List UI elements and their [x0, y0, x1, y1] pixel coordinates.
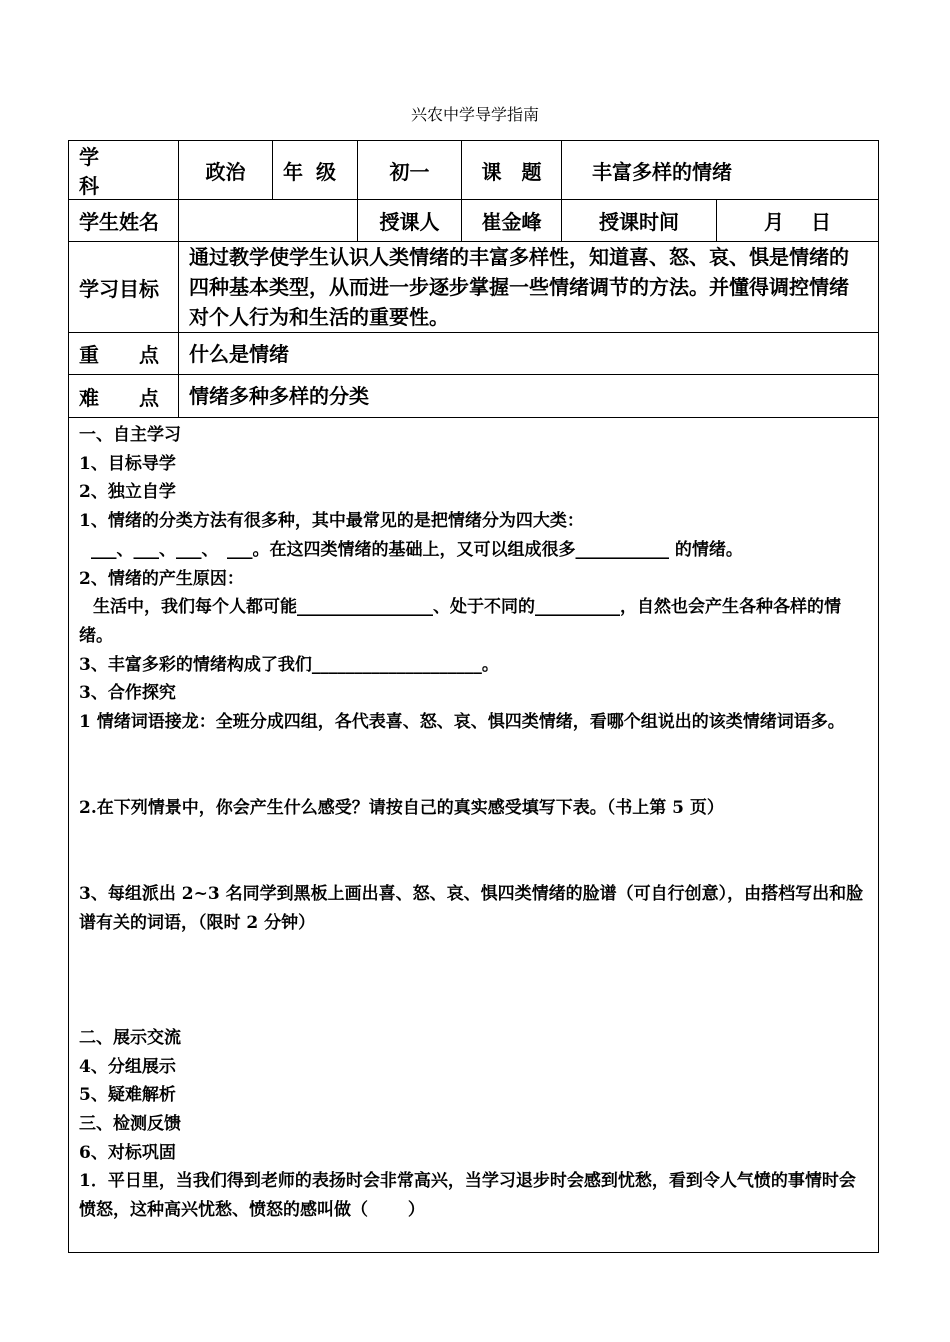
section-feedback: 三、检测反馈	[79, 1113, 181, 1134]
grade-value: 初一	[358, 141, 462, 200]
cooperate-3: 3、每组派出 2~3 名同学到黑板上画出喜、怒、哀、惧四类情绪的脸谱（可自行创意），由搭档写出和脸谱有关的词语，（限时 2 分钟）	[79, 884, 864, 934]
item-group-show: 4、分组展示	[79, 1056, 176, 1077]
exercise-1: 1．平日里，当我们得到老师的表扬时会非常高兴，当学习退步时会感到忧愁，看到令人气愤的事情时会愤怒，这种高兴忧愁、愤怒的感叫做（ ）	[79, 1171, 856, 1221]
question-1: 1、情绪的分类方法有很多种，其中最常见的是把情绪分为四大类：	[79, 511, 584, 532]
row-content	[69, 418, 879, 1253]
answer-space	[79, 938, 868, 1024]
question-2: 2、情绪的产生原因：	[79, 568, 244, 589]
goal-label: 学习目标	[69, 242, 179, 333]
item-difficulty: 5、疑难解析	[79, 1085, 176, 1106]
section-show: 二、展示交流	[79, 1027, 181, 1048]
cooperate-2: 2.在下列情景中，你会产生什么感受？请按自己的真实感受填写下表。（书上第 5 页）	[79, 797, 724, 818]
row-difficult-point	[69, 375, 879, 418]
student-value	[179, 200, 358, 242]
item-consolidate: 6、对标巩固	[79, 1142, 176, 1163]
section-self-study: 一、自主学习	[79, 425, 181, 445]
answer-space	[79, 737, 868, 794]
question-3: 3、丰富多彩的情绪构成了我们____________________。	[79, 654, 499, 675]
item-goal-guide: 1、目标导学	[79, 453, 176, 474]
question-1-blanks: ___、___、___、 ___。在这四类情绪的基础上，又可以组成很多___________ 的情绪。	[91, 539, 743, 560]
time-label: 授课时间	[562, 200, 717, 242]
teacher-label: 授课人	[358, 200, 462, 242]
goal-text: 通过教学使学生认识人类情绪的丰富多样性，知道喜、怒、哀、惧是情绪的四种基本类型，从而进一步逐步掌握一些情绪调节的方法。并懂得调控情绪对个人行为和生活的重要性。	[179, 242, 879, 333]
grade-label: 年 级	[273, 141, 358, 200]
student-label: 学生姓名	[69, 200, 179, 242]
key-point-label: 重 点	[69, 333, 179, 375]
topic-label: 课 题	[462, 141, 562, 200]
guide-table	[68, 140, 879, 1253]
row-student	[69, 200, 879, 242]
question-2-text: 生活中，我们每个人都可能________________、处于不同的__________，自然也会产生各种各样的情绪。	[79, 597, 841, 646]
section-cooperate: 3、合作探究	[79, 683, 176, 704]
answer-space	[79, 822, 868, 880]
difficult-point-text: 情绪多种多样的分类	[179, 375, 879, 418]
difficult-point-label: 难 点	[69, 375, 179, 418]
subject-value: 政治	[179, 141, 273, 200]
content-cell	[69, 418, 879, 1253]
topic-value: 丰富多样的情绪	[562, 141, 879, 200]
row-subject	[69, 141, 879, 200]
page-title: 兴农中学导学指南	[410, 105, 539, 124]
item-self-study: 2、独立自学	[79, 482, 176, 503]
cooperate-1: 1 情绪词语接龙：全班分成四组，各代表喜、怒、哀、惧四类情绪，看哪个组说出的该类情绪词语多。	[79, 712, 845, 733]
row-goal	[69, 242, 879, 333]
row-key-point	[69, 333, 879, 375]
key-point-text: 什么是情绪	[179, 333, 879, 375]
teacher-value: 崔金峰	[462, 200, 562, 242]
subject-label: 学 科	[69, 141, 179, 200]
time-value: 月 日	[717, 200, 879, 242]
